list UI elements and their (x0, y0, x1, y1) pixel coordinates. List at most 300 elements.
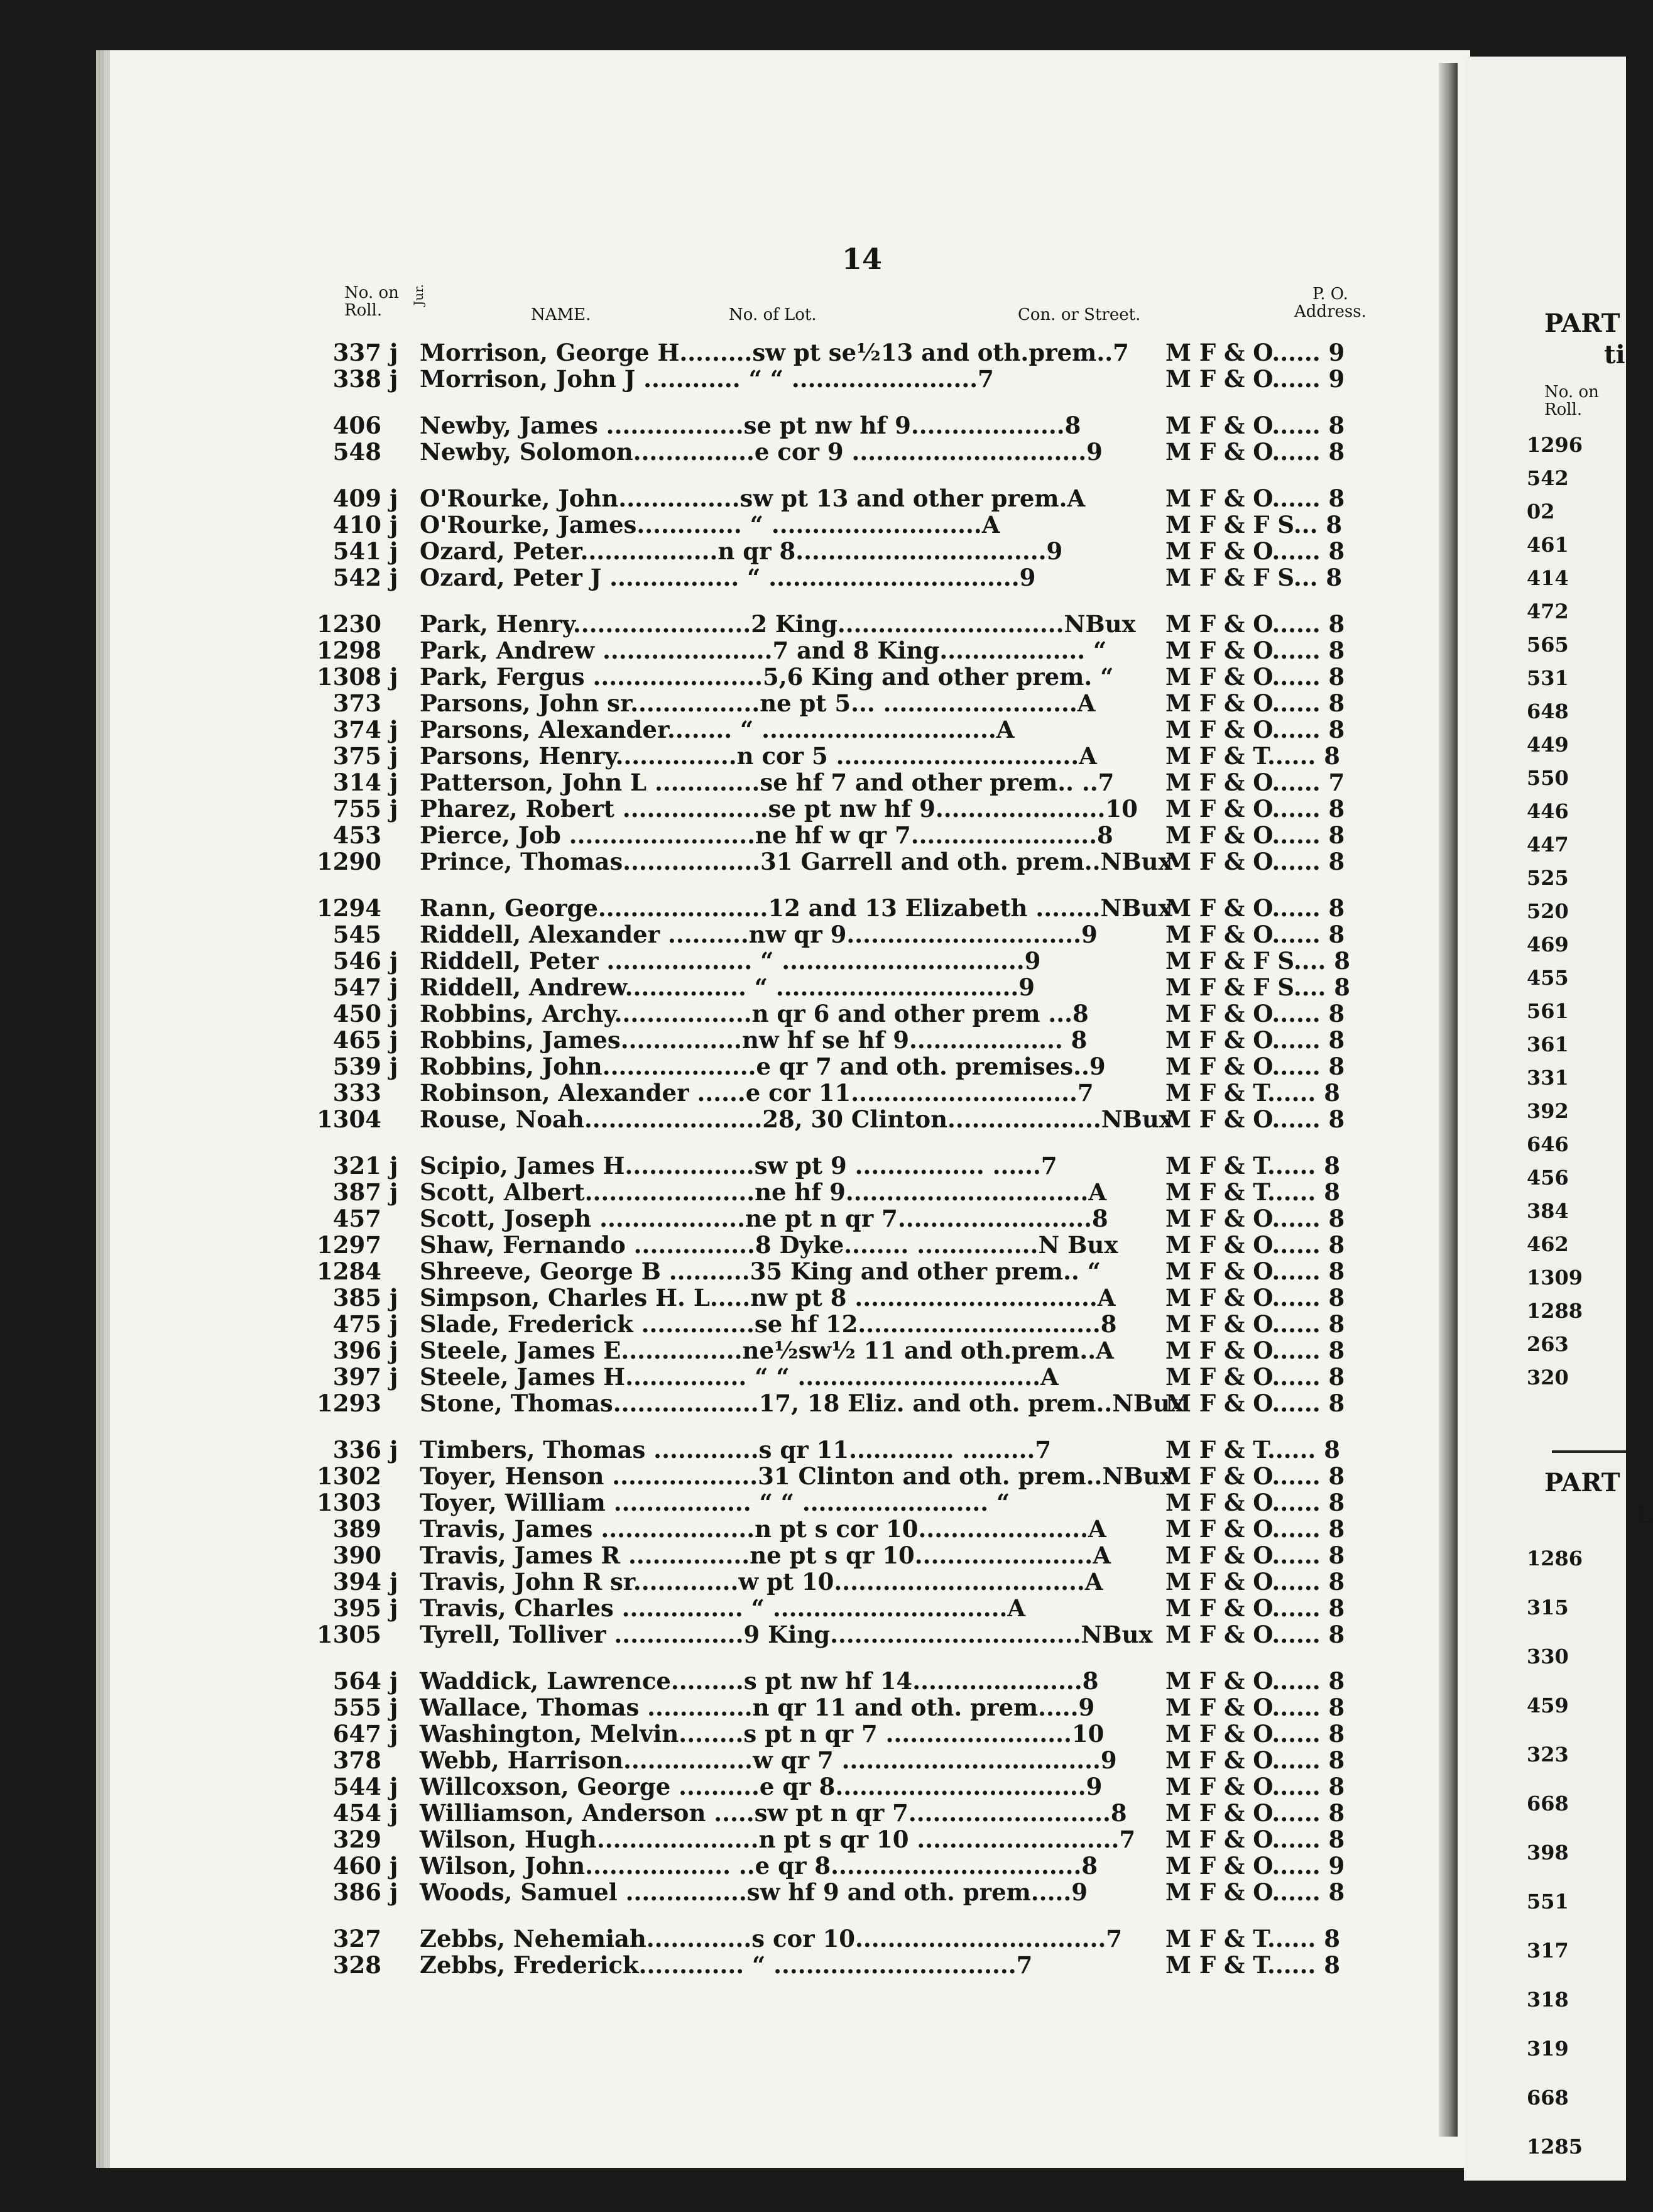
next-page-roll-number: 565 (1527, 633, 1569, 657)
jur-mark: j (390, 1053, 398, 1080)
group-gap (327, 392, 1407, 412)
roll-entry-row (327, 948, 1407, 974)
next-page-roll-numbers-top (1527, 432, 1583, 1398)
entry-text: Zebbs, Nehemiah.............s cor 10...............................7 (420, 1925, 1123, 1952)
roll-number: 1304 (317, 1105, 381, 1133)
jur-mark: j (390, 365, 398, 393)
po-address: M F & F S.... 8 (1165, 947, 1350, 975)
po-address: M F & O...... 8 (1165, 1773, 1345, 1800)
po-address: M F & O...... 8 (1165, 921, 1345, 948)
jur-mark: j (390, 1337, 398, 1364)
entry-text: Patterson, John L .............se hf 7 and other prem.. ..7 (420, 769, 1115, 796)
roll-number: 338 (332, 365, 381, 393)
next-page-roll-number: 561 (1527, 999, 1569, 1023)
roll-number: 548 (332, 438, 381, 466)
roll-number: 1294 (317, 894, 381, 922)
po-address: M F & O...... 8 (1165, 1462, 1345, 1490)
roll-entry-row (327, 822, 1407, 848)
jur-mark: j (390, 663, 398, 691)
roll-entry-row (327, 743, 1407, 769)
next-page-rule (1552, 1450, 1626, 1453)
po-address: M F & O...... 8 (1165, 1205, 1345, 1232)
roll-number: 385 (332, 1284, 381, 1311)
roll-entry-row (327, 485, 1407, 512)
po-address: M F & O...... 7 (1165, 769, 1345, 796)
next-page-roll-number: 1288 (1527, 1299, 1583, 1323)
entry-text: Travis, John R sr.............w pt 10...............................A (420, 1568, 1103, 1596)
entry-text: Wilson, Hugh....................n pt s qr 10 .........................7 (420, 1826, 1136, 1853)
next-page-roll-number: 318 (1527, 1988, 1569, 2012)
roll-entry-row (327, 1595, 1407, 1621)
jur-mark: j (390, 339, 398, 366)
entry-text: Wallace, Thomas .............n qr 11 and oth. prem.....9 (420, 1694, 1095, 1721)
next-page-roll-number: 331 (1527, 1066, 1569, 1090)
roll-number: 475 (332, 1310, 381, 1338)
roll-number: 394 (332, 1568, 381, 1596)
roll-entry-row (317, 1105, 1407, 1133)
jur-mark: j (390, 537, 398, 565)
entry-text: Zebbs, Frederick............. “ ..............................7 (420, 1951, 1033, 1979)
roll-entry-row (327, 564, 1407, 591)
roll-number: 460 (332, 1852, 381, 1880)
jur-mark: j (390, 1152, 398, 1180)
po-address: M F & F S... 8 (1165, 564, 1343, 591)
next-page-roll-number: 550 (1527, 766, 1569, 790)
roll-entry-row (327, 1853, 1407, 1879)
roll-number: 547 (332, 973, 381, 1001)
entry-text: Prince, Thomas.................31 Garrell and oth. prem..NBux (420, 848, 1172, 875)
roll-entry-row (317, 1231, 1407, 1259)
roll-number: 457 (332, 1205, 381, 1232)
roll-entry-row (327, 1925, 1407, 1952)
roll-entry-row (327, 1721, 1407, 1747)
po-address: M F & O...... 8 (1165, 894, 1345, 922)
entry-text: Timbers, Thomas .............s qr 11............. .........7 (420, 1436, 1052, 1464)
entry-text: Simpson, Charles H. L.....nw pt 8 ..............................A (420, 1284, 1116, 1311)
roll-entry-row (327, 921, 1407, 948)
po-address: M F & O...... 8 (1165, 1310, 1345, 1338)
roll-number: 1305 (317, 1621, 381, 1648)
roll-number: 374 (332, 716, 381, 743)
po-address: M F & F S... 8 (1165, 511, 1343, 539)
jur-mark: j (390, 1878, 398, 1906)
group-gap (327, 1416, 1407, 1437)
po-address: M F & O...... 8 (1165, 1257, 1345, 1285)
roll-number: 336 (332, 1436, 381, 1464)
roll-number: 333 (332, 1079, 381, 1107)
roll-number: 406 (332, 412, 381, 439)
entry-text: Travis, James ...................n pt s cor 10.....................A (420, 1515, 1106, 1543)
next-page-roll-number: 320 (1527, 1366, 1569, 1389)
roll-number: 1284 (317, 1257, 381, 1285)
entry-text: Rouse, Noah......................28, 30 Clinton...................NBux (420, 1105, 1173, 1133)
group-gap (327, 591, 1407, 611)
header-no-on-roll: No. on Roll. (344, 283, 399, 320)
po-address: M F & O...... 8 (1165, 1568, 1345, 1596)
group-gap (327, 1132, 1407, 1153)
roll-number: 337 (332, 339, 381, 366)
roll-entry-row (327, 769, 1407, 796)
po-address: M F & O...... 8 (1165, 1231, 1345, 1259)
roll-entry-row (327, 1569, 1407, 1595)
po-address: M F & T...... 8 (1165, 1951, 1340, 1979)
roll-entry-row (317, 637, 1407, 664)
roll-number: 755 (332, 795, 381, 823)
next-page-roll-number: 398 (1527, 1841, 1569, 1864)
book-spine (1439, 63, 1458, 2137)
roll-entry-row (327, 1080, 1407, 1106)
roll-entry-row (327, 1800, 1407, 1826)
next-page-roll-number: 414 (1527, 566, 1569, 590)
next-page-roll-number: 384 (1527, 1199, 1569, 1223)
po-address: M F & O...... 8 (1165, 637, 1345, 664)
po-address: M F & O...... 8 (1165, 1694, 1345, 1721)
roll-number: 409 (332, 485, 381, 512)
po-address: M F & O...... 8 (1165, 689, 1345, 717)
next-page-roll-number: 668 (1527, 1792, 1569, 1815)
next-page-roll-number: 449 (1527, 733, 1569, 757)
entry-text: Webb, Harrison................w qr 7 ................................9 (420, 1746, 1117, 1774)
roll-number: 396 (332, 1337, 381, 1364)
next-page-roll-number: 330 (1527, 1645, 1569, 1668)
roll-number: 373 (332, 689, 381, 717)
po-address: M F & O...... 8 (1165, 1515, 1345, 1543)
entry-text: Williamson, Anderson .....sw pt n qr 7.........................8 (420, 1799, 1127, 1827)
po-address: M F & O...... 8 (1165, 412, 1345, 439)
po-address: M F & O...... 9 (1165, 365, 1345, 393)
roll-number: 647 (332, 1720, 381, 1748)
po-address: M F & O...... 8 (1165, 485, 1345, 512)
roll-entry-row (327, 1153, 1407, 1179)
next-page-roll-number: 668 (1527, 2086, 1569, 2110)
roll-entry-row (317, 1389, 1407, 1417)
entry-text: Park, Henry......................2 King............................NBux (420, 610, 1136, 638)
jur-mark: j (390, 1026, 398, 1054)
roll-number: 1293 (317, 1389, 381, 1417)
jur-mark: j (390, 1284, 398, 1311)
roll-entry-row (327, 1826, 1407, 1853)
jur-mark: j (390, 511, 398, 539)
po-address: M F & O...... 8 (1165, 1878, 1345, 1906)
roll-number: 389 (332, 1515, 381, 1543)
po-address: M F & O...... 8 (1165, 1105, 1345, 1133)
next-page-roll-number: 319 (1527, 2037, 1569, 2061)
jur-mark: j (390, 1667, 398, 1695)
roll-entry-row (327, 1437, 1407, 1463)
roll-entry-row (327, 439, 1407, 465)
entry-text: Waddick, Lawrence.........s pt nw hf 14.....................8 (420, 1667, 1099, 1695)
entry-text: Toyer, Henson ..................31 Clinton and oth. prem..NBux (420, 1462, 1174, 1490)
next-page-roll-number: 446 (1527, 799, 1569, 823)
roll-number: 378 (332, 1746, 381, 1774)
next-page-heading-bottom: PART L (1544, 1468, 1653, 1529)
roll-entry-row (327, 1337, 1407, 1364)
po-address: M F & O...... 8 (1165, 1826, 1345, 1853)
po-address: M F & T...... 8 (1165, 1925, 1340, 1952)
next-page-roll-number: 317 (1527, 1939, 1569, 1963)
next-page-roll-number: 462 (1527, 1232, 1569, 1256)
roll-entry-row (327, 1516, 1407, 1542)
entry-text: Park, Fergus .....................5,6 King and other prem. “ (420, 663, 1114, 691)
next-page-roll-number: 361 (1527, 1032, 1569, 1056)
group-gap (327, 465, 1407, 485)
roll-entry-row (317, 848, 1407, 875)
roll-entry-row (317, 1489, 1407, 1516)
po-address: M F & O...... 8 (1165, 1594, 1345, 1622)
po-address: M F & O...... 8 (1165, 1667, 1345, 1695)
roll-entry-row (327, 1284, 1407, 1311)
jur-mark: j (390, 1436, 398, 1464)
po-address: M F & O...... 8 (1165, 1053, 1345, 1080)
po-address: M F & O...... 9 (1165, 1852, 1345, 1880)
po-address: M F & O...... 9 (1165, 339, 1345, 366)
next-page-column-header: No. on Roll. (1544, 383, 1599, 419)
entry-text: Newby, Solomon...............e cor 9 .............................9 (420, 438, 1103, 466)
po-address: M F & O...... 8 (1165, 1026, 1345, 1054)
entry-text: Rann, George.....................12 and 13 Elizabeth ........NBux (420, 894, 1172, 922)
header-name: NAME. (531, 305, 591, 324)
entry-text: Park, Andrew .....................7 and 8 King.................. “ (420, 637, 1107, 664)
jur-mark: j (390, 947, 398, 975)
roll-entry-row (327, 1879, 1407, 1905)
next-page-roll-number: 1286 (1527, 1547, 1583, 1570)
entry-text: Scipio, James H................sw pt 9 ................ ......7 (420, 1152, 1057, 1180)
roll-number: 397 (332, 1363, 381, 1391)
entry-text: Wilson, John.................. ..e qr 8...............................8 (420, 1852, 1098, 1880)
entry-text: Willcoxson, George ..........e qr 8...............................9 (420, 1773, 1103, 1800)
jur-mark: j (390, 742, 398, 770)
entry-text: Toyer, William ................. “ “ ....................... “ (420, 1489, 1010, 1516)
po-address: M F & O...... 8 (1165, 716, 1345, 743)
roll-number: 1308 (317, 663, 381, 691)
jur-mark: j (390, 1178, 398, 1206)
header-con-or-street: Con. or Street. (1018, 305, 1141, 324)
jur-mark: j (390, 716, 398, 743)
next-page-roll-number: 469 (1527, 933, 1569, 956)
po-address: M F & O...... 8 (1165, 537, 1345, 565)
po-address: M F & F S.... 8 (1165, 973, 1350, 1001)
roll-number: 544 (332, 1773, 381, 1800)
entry-text: Robbins, James...............nw hf se hf 9................... 8 (420, 1026, 1088, 1054)
next-page-roll-number: 551 (1527, 1890, 1569, 1914)
next-page-roll-number: 1309 (1527, 1266, 1583, 1289)
po-address: M F & O...... 8 (1165, 1746, 1345, 1774)
entry-text: Scott, Joseph ..................ne pt n qr 7........................8 (420, 1205, 1108, 1232)
next-page-roll-number: 648 (1527, 699, 1569, 723)
next-page-roll-number: 02 (1527, 500, 1555, 523)
jur-mark: j (390, 1773, 398, 1800)
roll-number: 314 (332, 769, 381, 796)
jur-mark: j (390, 1694, 398, 1721)
roll-number: 542 (332, 564, 381, 591)
roll-entry-row (327, 1053, 1407, 1080)
po-address: M F & O...... 8 (1165, 1363, 1345, 1391)
roll-entry-row (327, 1542, 1407, 1569)
entry-text: Robinson, Alexander ......e cor 11............................7 (420, 1079, 1094, 1107)
entry-text: Parsons, Henry...............n cor 5 ..............................A (420, 742, 1097, 770)
jur-mark: j (390, 1310, 398, 1338)
roll-entry-row (327, 1668, 1407, 1694)
po-address: M F & O...... 8 (1165, 1720, 1345, 1748)
po-address: M F & O...... 8 (1165, 1621, 1345, 1648)
entry-text: Pierce, Job .......................ne hf w qr 7.......................8 (420, 821, 1113, 849)
next-page-roll-number: 459 (1527, 1694, 1569, 1717)
roll-number: 545 (332, 921, 381, 948)
roll-number: 450 (332, 1000, 381, 1027)
roll-entry-row (317, 894, 1407, 922)
page-number: 14 (842, 242, 883, 276)
jur-mark: j (390, 1363, 398, 1391)
po-address: M F & O...... 8 (1165, 848, 1345, 875)
roll-entry-row (317, 1257, 1407, 1285)
entry-text: Parsons, John sr................ne pt 5... ........................A (420, 689, 1096, 717)
po-address: M F & T...... 8 (1165, 1436, 1340, 1464)
next-page-roll-number: 447 (1527, 833, 1569, 857)
entry-text: Shaw, Fernando ...............8 Dyke........ ...............N Bux (420, 1231, 1118, 1259)
po-address: M F & O...... 8 (1165, 663, 1345, 691)
po-address: M F & O...... 8 (1165, 1489, 1345, 1516)
roll-entry-row (327, 1952, 1407, 1978)
entry-text: Washington, Melvin........s pt n qr 7 .......................10 (420, 1720, 1105, 1748)
next-page-roll-number: 646 (1527, 1132, 1569, 1156)
jur-mark: j (390, 795, 398, 823)
roll-entry-row (327, 716, 1407, 743)
roll-number: 321 (332, 1152, 381, 1180)
roll-number: 454 (332, 1799, 381, 1827)
roll-entry-row (327, 538, 1407, 564)
next-page-roll-numbers-bottom (1527, 1546, 1583, 2183)
po-address: M F & O...... 8 (1165, 1799, 1345, 1827)
group-gap (327, 875, 1407, 895)
header-jur: Jur. (411, 284, 426, 306)
jur-mark: j (390, 973, 398, 1001)
jur-mark: j (390, 1799, 398, 1827)
roll-entry-row (327, 690, 1407, 716)
roll-number: 1297 (317, 1231, 381, 1259)
entry-text: Robbins, Archy.................n qr 6 and other prem ...8 (420, 1000, 1089, 1027)
po-address: M F & T...... 8 (1165, 742, 1340, 770)
entry-text: Riddell, Alexander ..........nw qr 9.............................9 (420, 921, 1098, 948)
roll-entry-row (327, 1205, 1407, 1232)
entry-text: Ozard, Peter.................n qr 8...............................9 (420, 537, 1063, 565)
jur-mark: j (390, 1594, 398, 1622)
entry-text: Shreeve, George B ..........35 King and other prem.. “ (420, 1257, 1101, 1285)
entry-text: Tyrell, Tolliver ................9 King...............................NBux (420, 1621, 1153, 1648)
po-address: M F & T...... 8 (1165, 1178, 1340, 1206)
roll-number: 1298 (317, 637, 381, 664)
roll-entry-row (327, 1694, 1407, 1721)
roll-entry-row (327, 366, 1407, 392)
roll-number: 555 (332, 1694, 381, 1721)
entry-text: Parsons, Alexander........ “ .............................A (420, 716, 1015, 743)
po-address: M F & O...... 8 (1165, 1284, 1345, 1311)
roll-entry-row (327, 1179, 1407, 1205)
roll-entries (317, 339, 1407, 1979)
entry-text: O'Rourke, James............. “ ..........................A (420, 511, 1000, 539)
group-gap (327, 1648, 1407, 1668)
next-page-heading-top: PART ti (1544, 309, 1625, 370)
roll-entry-row (327, 1027, 1407, 1053)
next-page-roll-number: 531 (1527, 666, 1569, 690)
roll-number: 453 (332, 821, 381, 849)
po-address: M F & O...... 8 (1165, 1389, 1345, 1417)
entry-text: Stone, Thomas..................17, 18 Eliz. and oth. prem..NBux (420, 1389, 1184, 1417)
entry-text: Morrison, George H.........sw pt se½13 and oth.prem..7 (420, 339, 1129, 366)
roll-entry-row (317, 610, 1407, 638)
po-address: M F & O...... 8 (1165, 438, 1345, 466)
roll-number: 1303 (317, 1489, 381, 1516)
entry-text: Riddell, Andrew............... “ ..............................9 (420, 973, 1035, 1001)
next-page-roll-number: 323 (1527, 1743, 1569, 1766)
po-address: M F & O...... 8 (1165, 1337, 1345, 1364)
roll-entry-row (327, 1773, 1407, 1800)
next-page-roll-number: 461 (1527, 533, 1569, 557)
roll-entry-row (327, 512, 1407, 538)
entry-text: Travis, James R ...............ne pt s qr 10......................A (420, 1541, 1111, 1569)
next-page-roll-number: 542 (1527, 466, 1569, 490)
po-address: M F & T...... 8 (1165, 1079, 1340, 1107)
roll-number: 410 (332, 511, 381, 539)
jur-mark: j (390, 564, 398, 591)
jur-mark: j (390, 1568, 398, 1596)
po-address: M F & O...... 8 (1165, 610, 1345, 638)
entry-text: Newby, James .................se pt nw hf 9...................8 (420, 412, 1081, 439)
group-gap (327, 1905, 1407, 1925)
entry-text: Steele, James H............... “ “ ..............................A (420, 1363, 1059, 1391)
roll-entry-row (327, 974, 1407, 1000)
roll-number: 1302 (317, 1462, 381, 1490)
roll-entry-row (327, 1364, 1407, 1390)
roll-number: 375 (332, 742, 381, 770)
next-page-roll-number: 455 (1527, 966, 1569, 990)
po-address: M F & O...... 8 (1165, 795, 1345, 823)
roll-number: 1290 (317, 848, 381, 875)
po-address: M F & O...... 8 (1165, 1541, 1345, 1569)
roll-number: 465 (332, 1026, 381, 1054)
entry-text: Slade, Frederick ..............se hf 12..............................8 (420, 1310, 1117, 1338)
next-page-roll-number: 1296 (1527, 433, 1583, 457)
roll-number: 387 (332, 1178, 381, 1206)
jur-mark: j (390, 769, 398, 796)
next-page-roll-number: 520 (1527, 899, 1569, 923)
roll-number: 546 (332, 947, 381, 975)
roll-number: 390 (332, 1541, 381, 1569)
roll-number: 329 (332, 1826, 381, 1853)
jur-mark: j (390, 1720, 398, 1748)
roll-entry-row (317, 1621, 1407, 1648)
jur-mark: j (390, 1000, 398, 1027)
header-po-address: P. O. Address. (1294, 285, 1367, 321)
roll-entry-row (327, 1311, 1407, 1337)
roll-entry-row (317, 663, 1407, 691)
po-address: M F & T...... 8 (1165, 1152, 1340, 1180)
roll-entry-row (327, 1000, 1407, 1027)
roll-number: 327 (332, 1925, 381, 1952)
entry-text: Riddell, Peter .................. “ ..............................9 (420, 947, 1041, 975)
roll-entry-row (327, 796, 1407, 822)
entry-text: O'Rourke, John...............sw pt 13 and other prem.A (420, 485, 1086, 512)
jur-mark: j (390, 1852, 398, 1880)
next-page-roll-number: 472 (1527, 600, 1569, 623)
next-page-roll-number: 392 (1527, 1099, 1569, 1123)
next-page-roll-number: 1285 (1527, 2135, 1583, 2159)
next-page-roll-number: 263 (1527, 1332, 1569, 1356)
roll-number: 1230 (317, 610, 381, 638)
roll-entry-row (317, 1462, 1407, 1490)
jur-mark: j (390, 485, 398, 512)
entry-text: Steele, James E...............ne½sw½ 11 and oth.prem..A (420, 1337, 1114, 1364)
entry-text: Woods, Samuel ...............sw hf 9 and oth. prem.....9 (420, 1878, 1088, 1906)
